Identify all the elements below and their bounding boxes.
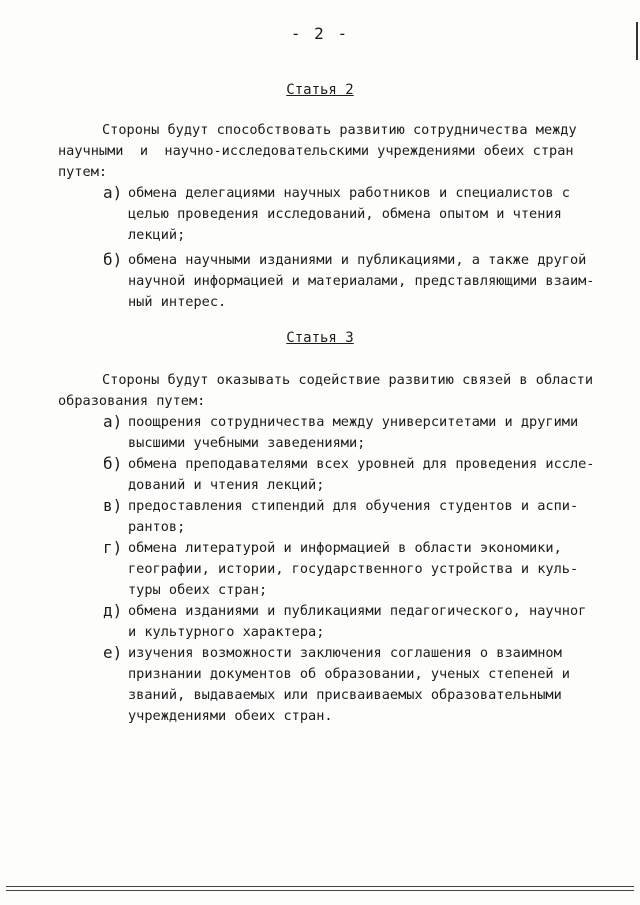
text-line: рантов; — [128, 519, 186, 535]
text-line: целью проведения исследований, обмена опытом и чтения — [128, 206, 562, 222]
list-marker: б) — [103, 250, 123, 269]
list-marker: в) — [103, 496, 123, 515]
article-intro — [0, 120, 640, 183]
text-line: званий, выдаваемых или присваиваемых образовательными — [128, 687, 562, 703]
list-item — [0, 496, 640, 538]
article-title: Статья 2 — [286, 82, 354, 98]
list-marker: е) — [103, 643, 123, 662]
list-item — [0, 538, 640, 601]
text-line: дований и чтения лекций; — [128, 477, 325, 493]
text-line: обмена изданиями и публикациями педагогического, научног — [128, 603, 587, 619]
list-marker: а) — [103, 183, 123, 202]
page-number: - 2 - — [290, 24, 350, 43]
text-line: учреждениями обеих стран. — [128, 708, 333, 724]
text-line: путем: — [58, 164, 108, 180]
text-line: обмена преподавателями всех уровней для проведения иссле- — [128, 456, 595, 472]
bottom-rule — [6, 886, 634, 891]
list-item — [0, 454, 640, 496]
list-item — [0, 601, 640, 643]
article-title: Статья 3 — [286, 330, 354, 346]
text-line: научными и научно-исследовательскими учреждениями обеих стран — [58, 143, 574, 159]
list-marker: г) — [103, 538, 123, 557]
text-line: научной информацией и материалами, представляющими взаим- — [128, 273, 595, 289]
list-marker: а) — [103, 412, 123, 431]
text-line: географии, истории, государственного устройства и куль- — [128, 561, 579, 577]
text-line: обмена делегациями научных работников и специалистов с — [128, 185, 570, 201]
text-line: ный интерес. — [128, 294, 227, 310]
list-item — [0, 643, 640, 727]
text-line: предоставления стипендий для обучения студентов и аспи- — [128, 498, 579, 514]
article-3 — [0, 328, 640, 727]
text-line: высшими учебными заведениями; — [128, 435, 366, 451]
text-line: изучения возможности заключения соглашения о взаимном — [128, 645, 562, 661]
text-line: признании документов об образовании, ученых степеней и — [128, 666, 570, 682]
list-marker: д) — [103, 601, 123, 620]
article-2 — [0, 80, 640, 313]
text-line: лекций; — [128, 227, 186, 243]
edge-mark — [636, 22, 638, 60]
text-line: образования путем: — [58, 393, 206, 409]
text-line: туры обеих стран; — [128, 582, 268, 598]
text-line: Стороны будут способствовать развитию сотрудничества между — [102, 122, 577, 138]
article-intro — [0, 370, 640, 412]
text-line: обмена научными изданиями и публикациями, а также другой — [128, 252, 587, 268]
list-marker: б) — [103, 454, 123, 473]
list-item — [0, 183, 640, 246]
text-line: поощрения сотрудничества между университетами и другими — [128, 414, 579, 430]
text-line: и культурного характера; — [128, 624, 325, 640]
text-line: Стороны будут оказывать содействие развитию связей в области — [102, 372, 594, 388]
list-item — [0, 250, 640, 313]
text-line: обмена литературой и информацией в области экономики, — [128, 540, 562, 556]
list-item — [0, 412, 640, 454]
